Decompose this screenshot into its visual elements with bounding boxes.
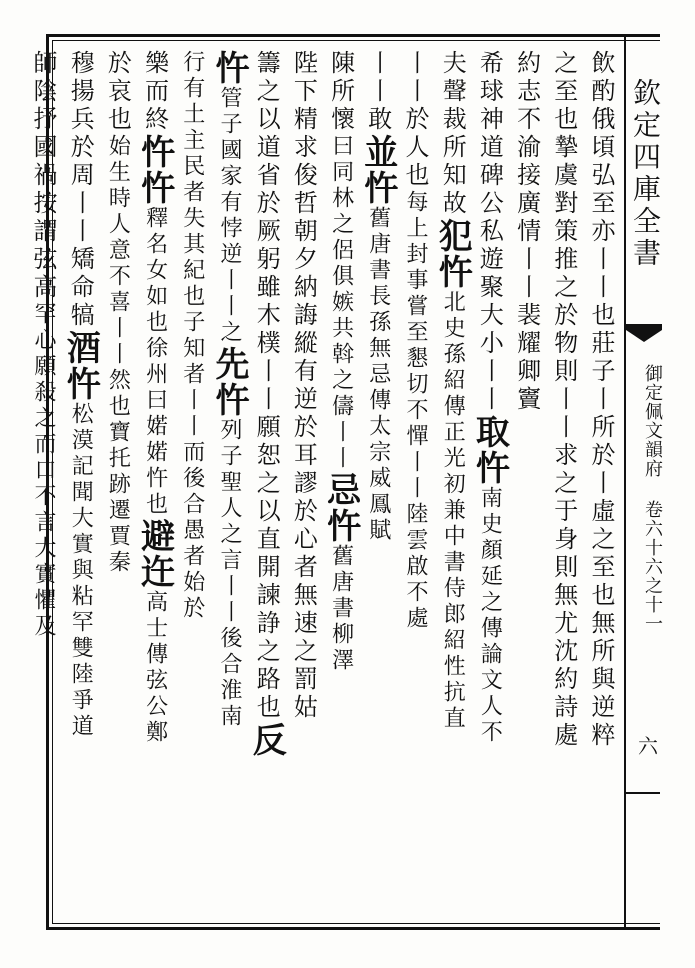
body-text: 丨丨於人也	[401, 50, 429, 190]
entry-headword: 犯忤	[432, 218, 473, 290]
body-text: 於哀也	[103, 50, 132, 134]
margin-title: 欽定四庫全書	[629, 78, 662, 270]
annotation-text: 寶托跡遷賈秦	[105, 420, 131, 576]
annotation-text: 北史孫紹傳正光初兼中書侍郎紹性抗直	[440, 290, 466, 732]
text-column	[246, 50, 287, 920]
margin-page-number: 六	[638, 734, 658, 758]
margin-volume	[630, 364, 663, 633]
annotation-text: 每上封事嘗至懇切不憚丨丨陸雲啟不處	[403, 190, 428, 632]
text-column	[100, 50, 134, 920]
annotation-text: 南史顏延之傳論文人不	[477, 486, 503, 746]
text-column	[286, 50, 320, 920]
text-column	[398, 50, 432, 920]
text-column	[357, 50, 398, 920]
text-column	[26, 50, 60, 920]
body-text: 夫聲裁所知故	[438, 50, 467, 218]
body-text: 希球神道碑公私遊聚大小丨丨	[475, 50, 504, 414]
annotation-text: 松漠記聞大實與粘罕雙陸爭道	[68, 402, 94, 740]
annotation-text: 舊唐書柳澤	[328, 544, 354, 674]
fishtail-mark-icon	[626, 324, 662, 354]
text-column	[547, 50, 581, 920]
text-column	[510, 50, 544, 920]
entry-headword: 忤忤	[134, 134, 175, 206]
margin-volume-number: 卷六十六之十一	[642, 500, 663, 633]
text-column	[134, 50, 175, 920]
annotation-text: 子知者丨丨而後合愚者始於	[179, 310, 205, 622]
text-column	[175, 50, 209, 920]
text-column	[584, 50, 618, 920]
entry-headword: 先忤	[209, 346, 249, 418]
entry-headword: 並忤	[357, 134, 398, 206]
annotation-text: 高士傳弦公鄭	[142, 590, 168, 746]
body-text: 丨丨敢	[363, 50, 392, 134]
text-column	[469, 50, 510, 920]
text-column	[209, 50, 249, 920]
entry-headword: 忤	[209, 50, 249, 86]
text-column	[320, 50, 361, 920]
entry-headword: 酒忤	[60, 330, 101, 402]
text-column	[432, 50, 473, 920]
body-text: 飲酌俄頃弘至亦丨丨也莊子丨所於丨虛之至也無所與逆粹	[587, 50, 615, 750]
body-text: 穆揚兵於周丨丨矯命犒	[66, 50, 95, 330]
entry-headword: 取忤	[469, 414, 510, 486]
entry-headword: 反	[246, 722, 287, 758]
text-column	[60, 50, 101, 920]
body-text: 籌之以道省於厥躬雖木樸丨丨願恕之以直開諫諍之路也	[252, 50, 281, 722]
margin-book-title: 御定佩文韻府	[642, 364, 663, 478]
annotation-text: 行有土主民者失其紀也	[179, 50, 205, 310]
annotation-text: 罕心願殺之而口不言大實懼及	[31, 302, 56, 640]
body-text: 之至也摯虞對策推之於物則丨丨求之于身則無尤沈約詩處	[549, 50, 578, 750]
body-text: 陳所懷	[326, 50, 355, 134]
margin-strip	[624, 34, 663, 930]
entry-headword: 忌忤	[320, 472, 361, 544]
annotation-text: 管子國家有悖逆丨丨之	[217, 86, 242, 346]
annotation-text: 釋名女如也徐州曰婼婼忤也	[142, 206, 168, 518]
body-text: 樂而終	[140, 50, 169, 134]
annotation-text: 始生時人意不喜丨丨然也	[105, 134, 131, 420]
margin-rule	[624, 792, 660, 794]
body-text: 約志不渝接廣情丨丨裴耀卿竇	[512, 50, 541, 414]
body-text: 師陰抒國禍按謂弦高	[29, 50, 57, 302]
annotation-text: 曰同林之侶俱嫉共斡之儔丨丨	[328, 134, 354, 472]
annotation-text: 列子聖人之言丨丨後合淮南	[217, 418, 242, 730]
annotation-text: 舊唐書長孫無忌傳太宗威鳳賦	[365, 206, 391, 544]
entry-headword: 避迕	[134, 518, 175, 590]
body-text: 陛下精求俊哲朝夕納誨縱有逆於耳謬於心者無速之罰姑	[289, 50, 318, 722]
